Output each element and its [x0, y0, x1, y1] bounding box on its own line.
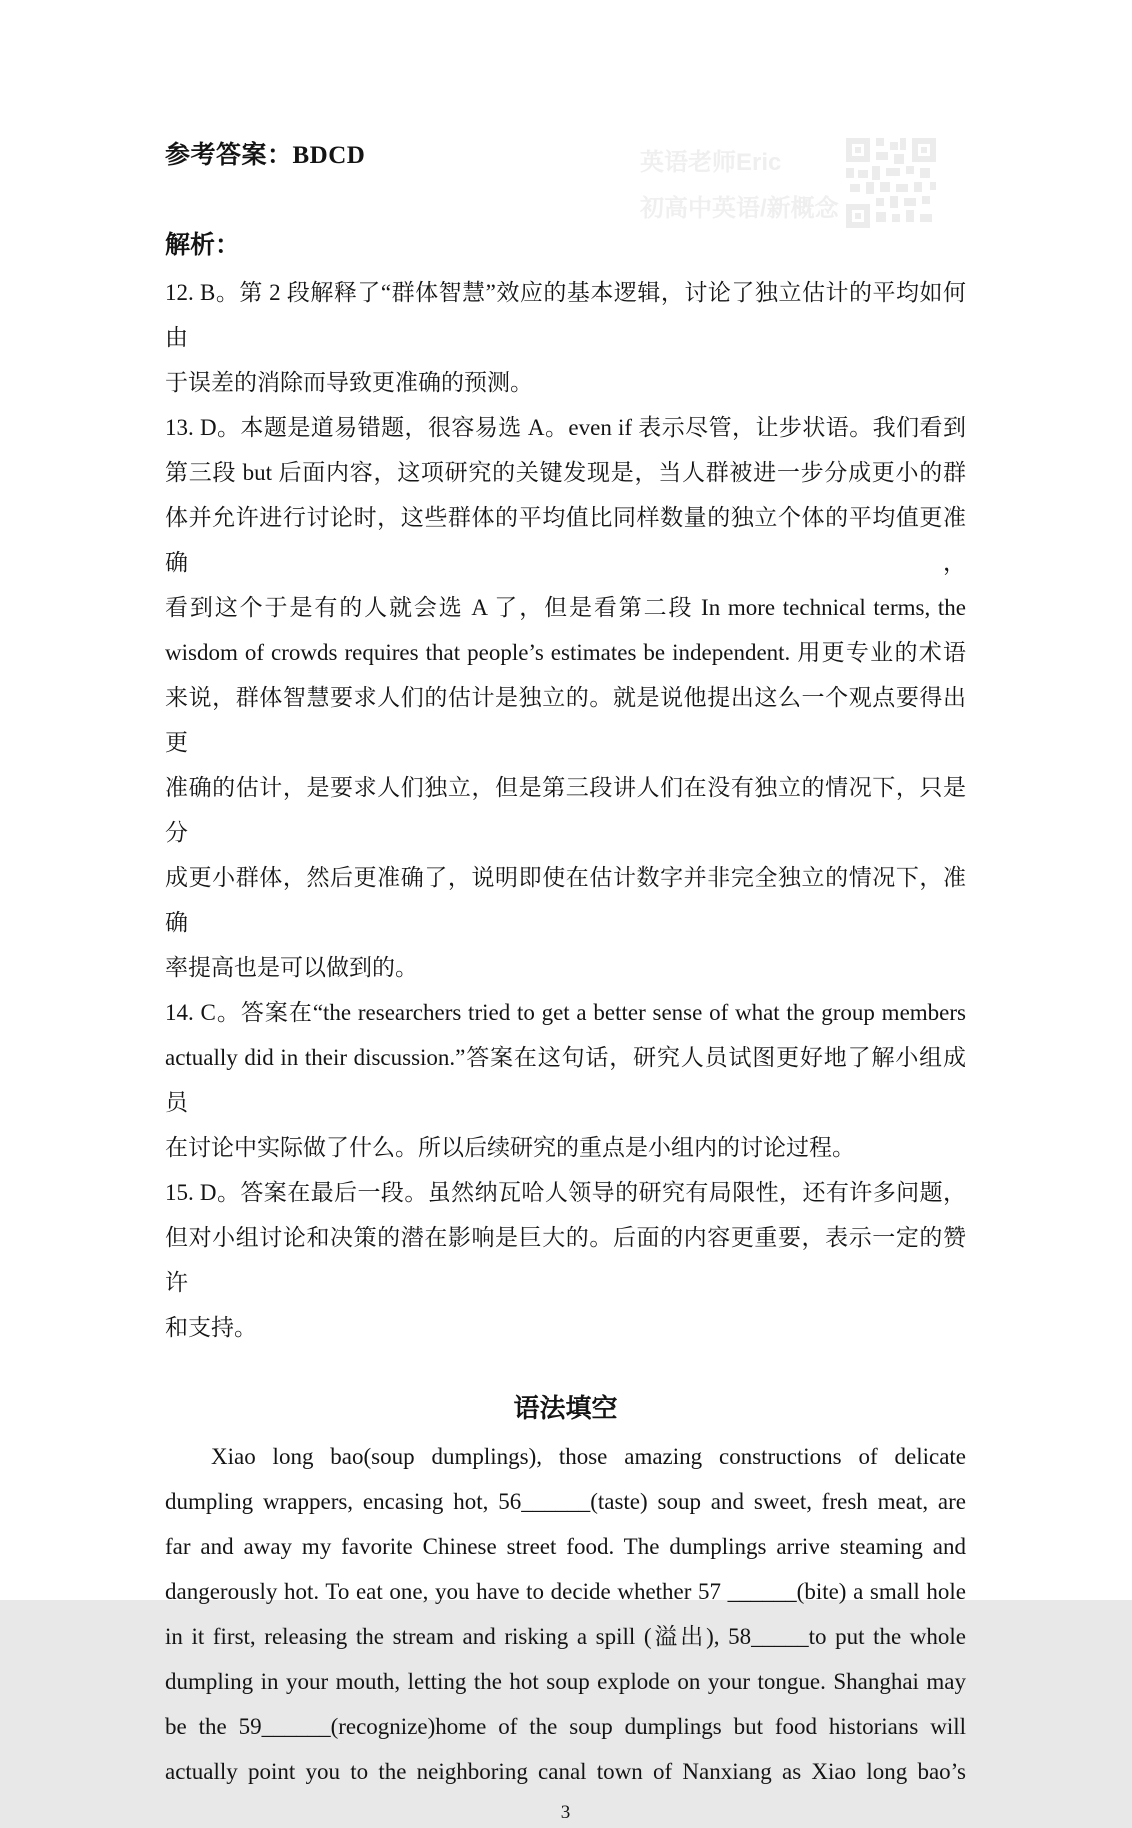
text-line: in it first, releasing the stream and risking a spill (溢出), 58_____to put the whole: [165, 1624, 966, 1649]
text-line: 准确的估计，是要求人们独立，但是第三段讲人们在没有独立的情况下，只是分: [165, 775, 966, 845]
text-line: Xiao long bao(soup dumplings), those amazing constructions of delicate: [211, 1444, 966, 1469]
text-line: 看到这个于是有的人就会选 A 了，但是看第二段 In more technical terms, the: [165, 595, 966, 620]
text-line: 体并允许进行讨论时，这些群体的平均值比同样数量的独立个体的平均值更准确，: [165, 505, 966, 575]
section-title: 语法填空: [513, 1393, 618, 1423]
text-line: 成更小群体，然后更准确了，说明即使在估计数字并非完全独立的情况下，准确: [165, 865, 966, 935]
analysis-heading: 解析：: [165, 232, 241, 259]
text-line: dangerously hot. To eat one, you have to decide whether 57 ______(bite) a small hole: [165, 1579, 966, 1604]
text-line: 于误差的消除而导致更准确的预测。: [165, 370, 533, 395]
text-line: 14. C。答案在“the researchers tried to get a better sense of what the group members: [165, 1000, 966, 1025]
text-line: actually did in their discussion.”答案在这句话，研究人员试图更好地了解小组成员: [165, 1045, 966, 1115]
text-line: be the 59______(recognize)home of the soup dumplings but food historians will: [165, 1714, 966, 1739]
qr-code-watermark: [846, 138, 936, 228]
text-line: 12. B。第 2 段解释了“群体智慧”效应的基本逻辑，讨论了独立估计的平均如何由: [165, 280, 966, 350]
watermark-line-2: 初高中英语/新概念: [640, 195, 839, 222]
answers-heading: 参考答案：BDCD: [165, 142, 366, 169]
paragraph: [165, 270, 966, 405]
text-line: 但对小组讨论和决策的潜在影响是巨大的。后面的内容更重要，表示一定的赞许: [165, 1225, 966, 1295]
text-line: far and away my favorite Chinese street food. The dumplings arrive steaming and: [165, 1534, 966, 1559]
paragraph: [165, 990, 966, 1170]
text-line: 第三段 but 后面内容，这项研究的关键发现是，当人群被进一步分成更小的群: [165, 460, 966, 485]
text-line: 率提高也是可以做到的。: [165, 955, 418, 980]
text-line: wisdom of crowds requires that people’s estimates be independent. 用更专业的术语: [165, 640, 966, 665]
text-line: 和支持。: [165, 1315, 257, 1340]
watermark-line-1: 英语老师Eric: [640, 149, 782, 176]
text-line: dumpling in your mouth, letting the hot soup explode on your tongue. Shanghai may: [165, 1669, 966, 1694]
text-line: 来说，群体智慧要求人们的估计是独立的。就是说他提出这么一个观点要得出更: [165, 685, 966, 755]
text-line: actually point you to the neighboring canal town of Nanxiang as Xiao long bao’s: [165, 1759, 966, 1784]
text-line: 在讨论中实际做了什么。所以后续研究的重点是小组内的讨论过程。: [165, 1135, 855, 1160]
analysis-paragraphs: [165, 270, 966, 1350]
page-number: 3: [560, 1802, 571, 1823]
text-line: 13. D。本题是道易错题，很容易选 A。even if 表示尽管，让步状语。我们看到: [165, 415, 966, 440]
text-line: 15. D。答案在最后一段。虽然纳瓦哈人领导的研究有局限性，还有许多问题，: [165, 1180, 966, 1205]
text-line: dumpling wrappers, encasing hot, 56______(taste) soup and sweet, fresh meat, are: [165, 1489, 966, 1514]
paragraph: [165, 1170, 966, 1350]
paragraph: [165, 405, 966, 990]
passage: [165, 1434, 966, 1794]
